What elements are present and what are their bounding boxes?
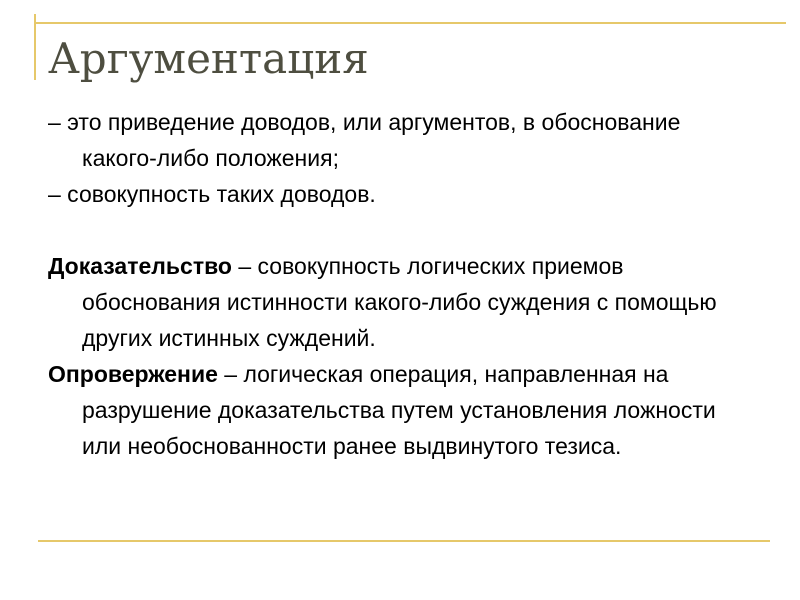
term-refutation: Опровержение — [48, 361, 218, 387]
slide-body — [48, 104, 748, 464]
definition-text: – совокупность логических приемов обоснования истинности какого-либо суждения с помощью других истинных суждений. — [82, 253, 717, 351]
top-accent-rule — [34, 22, 786, 24]
definition-refutation — [48, 356, 748, 464]
definition-argumentation-2 — [48, 176, 748, 212]
term-proof: Доказательство — [48, 253, 232, 279]
definition-argumentation-1 — [48, 104, 748, 176]
definition-text: – совокупность таких доводов. — [48, 181, 376, 207]
definition-text: – это приведение доводов, или аргументов, в обоснование какого-либо положения; — [48, 109, 681, 171]
definition-proof — [48, 248, 748, 356]
definition-text: – логическая операция, направленная на разрушение доказательства путем установления ложности или необоснованности ранее выдвинутого тезиса. — [82, 361, 716, 459]
left-accent-rule — [34, 14, 36, 80]
bottom-accent-rule — [38, 540, 770, 542]
slide-title: Аргументация — [48, 34, 369, 83]
